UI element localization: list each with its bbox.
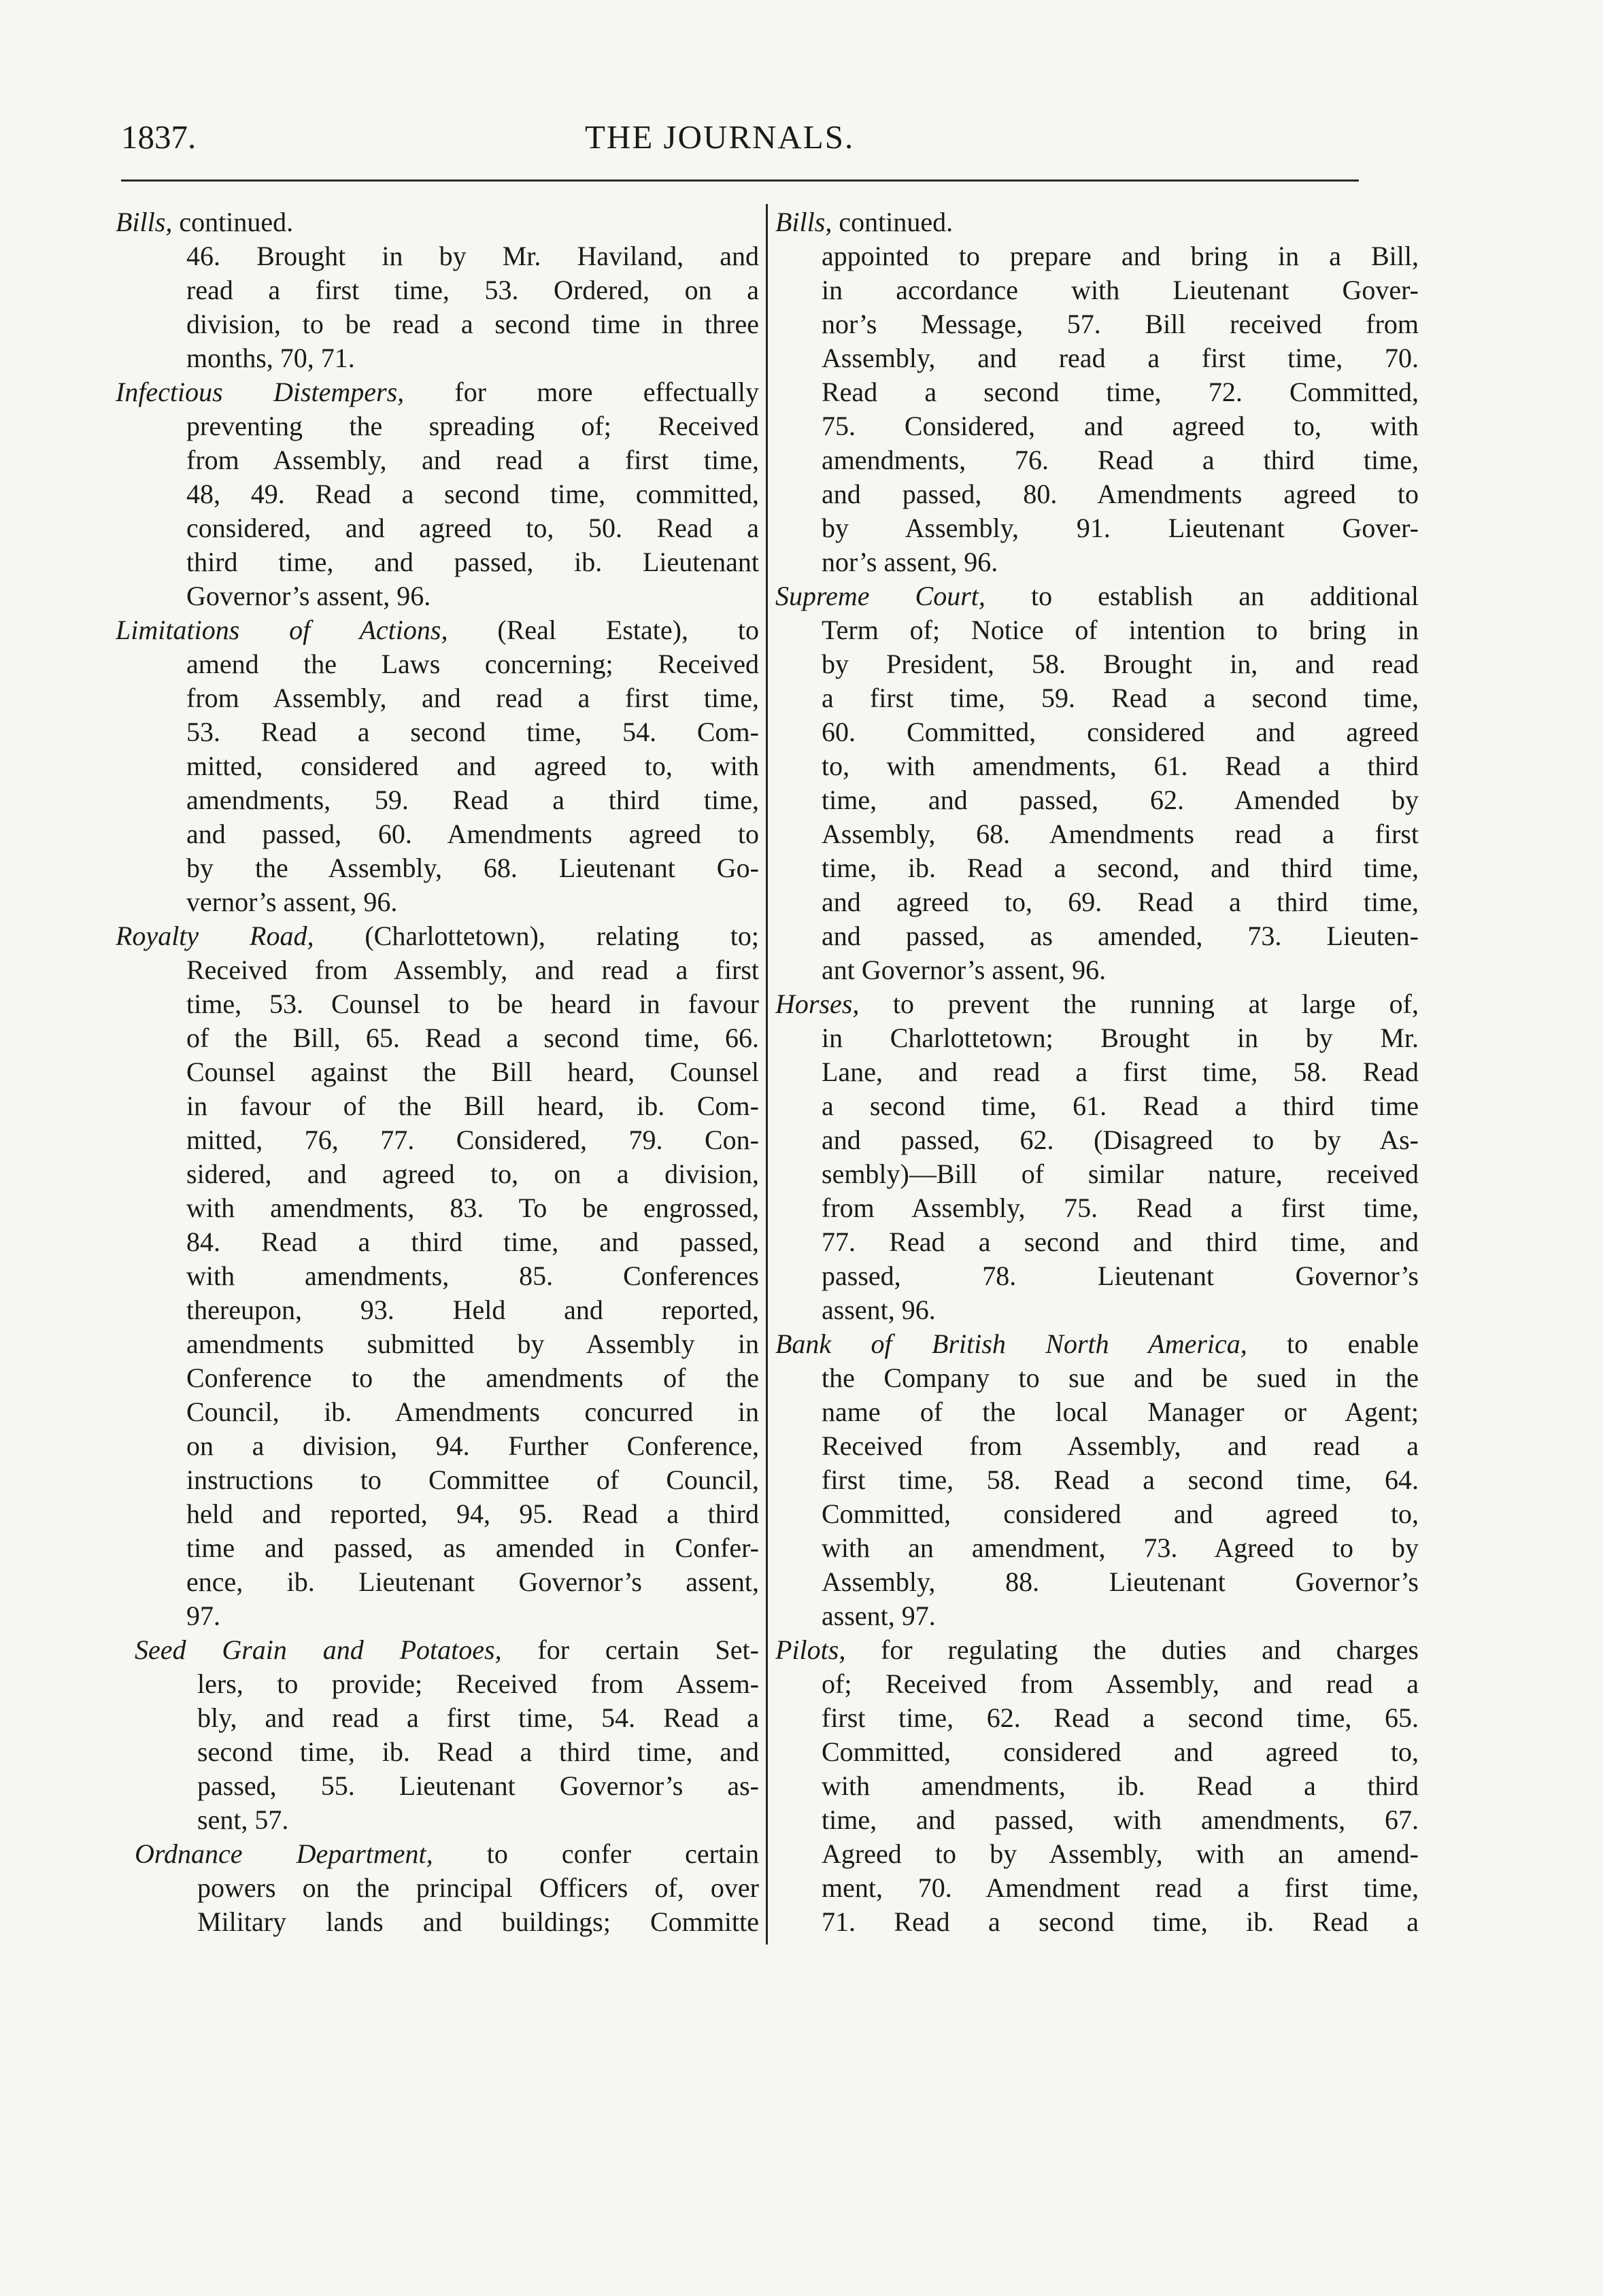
index-entry-heading xyxy=(116,1837,759,1871)
index-entry-line: time and passed, as amended in Confer- xyxy=(186,1532,759,1563)
index-entry-line: ence, ib. Lieutenant Governor’s assent, xyxy=(186,1566,759,1597)
index-entry-line: with an amendment, 73. Agreed to by xyxy=(822,1532,1419,1563)
index-entry-line: ant Governor’s assent, 96. xyxy=(822,955,1107,985)
index-entry-line: Assembly, 88. Lieutenant Governor’s xyxy=(822,1566,1419,1597)
entry-title: Pilots, xyxy=(775,1634,846,1665)
index-entry-line: with amendments, ib. Read a third xyxy=(822,1770,1419,1801)
index-entry-line: Assembly, 68. Amendments read a first xyxy=(822,819,1419,849)
index-entry-line: Council, ib. Amendments concurred in xyxy=(186,1397,759,1427)
index-entry-heading xyxy=(116,919,759,953)
index-entry-line: and passed, as amended, 73. Lieuten- xyxy=(822,921,1419,951)
index-entry-line: 48, 49. Read a second time, committed, xyxy=(186,479,759,509)
index-entry-line: ment, 70. Amendment read a first time, xyxy=(822,1872,1419,1903)
index-entry-line: instructions to Committee of Council, xyxy=(186,1464,759,1495)
index-entry-line: assent, 97. xyxy=(822,1600,936,1631)
index-entry-line: 84. Read a third time, and passed, xyxy=(186,1227,759,1257)
header-rule xyxy=(121,179,1359,182)
entry-title: Royalty Road, xyxy=(116,921,314,951)
index-entry-line: mitted, considered and agreed to, with xyxy=(186,751,759,781)
index-entry-line: third time, and passed, ib. Lieutenant xyxy=(186,547,759,577)
index-entry-heading xyxy=(775,987,1419,1021)
index-entry-line: 71. Read a second time, ib. Read a xyxy=(822,1906,1419,1937)
index-entry-line: a second time, 61. Read a third time xyxy=(822,1091,1419,1121)
index-entry-line: from Assembly, and read a first time, xyxy=(186,683,759,713)
index-entry-line: assent, 96. xyxy=(822,1295,936,1325)
index-entry-line: Term of; Notice of intention to bring in xyxy=(822,615,1419,645)
running-head: THE JOURNALS. xyxy=(585,118,855,156)
index-entry-line: 53. Read a second time, 54. Com- xyxy=(186,717,759,747)
index-entry-line: months, 70, 71. xyxy=(186,343,355,373)
index-entry-line: of; Received from Assembly, and read a xyxy=(822,1668,1419,1699)
entry-text: (Charlottetown), relating to; xyxy=(314,921,759,951)
entry-title: Horses, xyxy=(775,989,860,1019)
index-entry-heading xyxy=(116,613,759,647)
entry-text: for certain Set- xyxy=(501,1634,759,1665)
entry-text: to enable xyxy=(1247,1329,1419,1359)
index-entry-line: Agreed to by Assembly, with an amend- xyxy=(822,1838,1419,1869)
index-entry-line: and agreed to, 69. Read a third time, xyxy=(822,887,1419,917)
index-entry-line: division, to be read a second time in three xyxy=(186,309,759,339)
index-entry-heading xyxy=(775,1327,1419,1361)
index-entry-heading xyxy=(775,579,1419,613)
index-entry-line: on a division, 94. Further Conference, xyxy=(186,1430,759,1461)
entry-text: continued. xyxy=(832,207,954,237)
index-entry-heading xyxy=(775,1633,1419,1667)
column-divider xyxy=(766,204,768,1944)
index-entry-line: from Assembly, and read a first time, xyxy=(186,445,759,475)
index-entry-line: Assembly, and read a first time, 70. xyxy=(822,343,1419,373)
entry-title: Supreme Court, xyxy=(775,581,985,611)
index-entry-line: amendments submitted by Assembly in xyxy=(186,1329,759,1359)
index-entry-line: vernor’s assent, 96. xyxy=(186,887,398,917)
index-entry-line: nor’s assent, 96. xyxy=(822,547,998,577)
index-entry-line: in Charlottetown; Brought in by Mr. xyxy=(822,1023,1419,1053)
index-entry-line: mitted, 76, 77. Considered, 79. Con- xyxy=(186,1125,759,1155)
index-entry-line: and passed, 80. Amendments agreed to xyxy=(822,479,1419,509)
index-entry-line: first time, 62. Read a second time, 65. xyxy=(822,1702,1419,1733)
index-entry-line: and passed, 60. Amendments agreed to xyxy=(186,819,759,849)
entry-text: to confer certain xyxy=(433,1838,759,1869)
index-entry-line: thereupon, 93. Held and reported, xyxy=(186,1295,759,1325)
entry-title: Limitations of Actions, xyxy=(116,615,448,645)
index-entry-line: name of the local Manager or Agent; xyxy=(822,1397,1419,1427)
index-entry-line: Counsel against the Bill heard, Counsel xyxy=(186,1057,759,1087)
index-entry-line: preventing the spreading of; Received xyxy=(186,411,759,441)
entry-text: for regulating the duties and charges xyxy=(845,1634,1419,1665)
index-entry-line: time, 53. Counsel to be heard in favour xyxy=(186,989,759,1019)
index-entry-line: time, and passed, with amendments, 67. xyxy=(822,1804,1419,1835)
index-entry-line: lers, to provide; Received from Assem- xyxy=(197,1668,759,1699)
index-entry-line: Military lands and buildings; Committe xyxy=(197,1906,759,1937)
index-entry-line: from Assembly, 75. Read a first time, xyxy=(822,1193,1419,1223)
index-entry-line: by President, 58. Brought in, and read xyxy=(822,649,1419,679)
index-entry-line: appointed to prepare and bring in a Bill, xyxy=(822,241,1419,271)
index-entry-line: and passed, 62. (Disagreed to by As- xyxy=(822,1125,1419,1155)
index-entry-line: Governor’s assent, 96. xyxy=(186,581,431,611)
index-entry-line: passed, 55. Lieutenant Governor’s as- xyxy=(197,1770,759,1801)
index-entry-line: passed, 78. Lieutenant Governor’s xyxy=(822,1261,1419,1291)
entry-title: Bills, xyxy=(116,207,173,237)
index-entry-line: time, and passed, 62. Amended by xyxy=(822,785,1419,815)
entry-text: to establish an additional xyxy=(985,581,1419,611)
index-entry-line: in favour of the Bill heard, ib. Com- xyxy=(186,1091,759,1121)
left-column xyxy=(116,205,759,1939)
index-entry-line: sembly)—Bill of similar nature, received xyxy=(822,1159,1419,1189)
entry-title: Ordnance Department, xyxy=(135,1838,433,1869)
entry-text: for more effectually xyxy=(404,377,759,407)
entry-title: Bills, xyxy=(775,207,832,237)
index-entry-line: Lane, and read a first time, 58. Read xyxy=(822,1057,1419,1087)
index-entry-line: amendments, 59. Read a third time, xyxy=(186,785,759,815)
index-entry-heading xyxy=(116,375,759,409)
index-entry-line: considered, and agreed to, 50. Read a xyxy=(186,513,759,543)
index-entry-line: of the Bill, 65. Read a second time, 66. xyxy=(186,1023,759,1053)
entry-title: Bank of British North America, xyxy=(775,1329,1247,1359)
index-entry-line: 75. Considered, and agreed to, with xyxy=(822,411,1419,441)
index-entry-line: nor’s Message, 57. Bill received from xyxy=(822,309,1419,339)
entry-text: continued. xyxy=(172,207,294,237)
index-entry-line: with amendments, 83. To be engrossed, xyxy=(186,1193,759,1223)
index-entry-heading xyxy=(775,205,1419,239)
entry-text: (Real Estate), to xyxy=(448,615,759,645)
index-entry-line: by Assembly, 91. Lieutenant Gover- xyxy=(822,513,1419,543)
index-entry-line: sidered, and agreed to, on a division, xyxy=(186,1159,759,1189)
index-entry-line: 97. xyxy=(186,1600,220,1631)
index-entry-line: 60. Committed, considered and agreed xyxy=(822,717,1419,747)
index-entry-line: bly, and read a first time, 54. Read a xyxy=(197,1702,759,1733)
index-entry-line: Committed, considered and agreed to, xyxy=(822,1736,1419,1767)
index-entry-line: sent, 57. xyxy=(197,1804,289,1835)
index-entry-line: amend the Laws concerning; Received xyxy=(186,649,759,679)
index-entry-line: with amendments, 85. Conferences xyxy=(186,1261,759,1291)
index-entry-heading xyxy=(116,205,759,239)
entry-title: Infectious Distempers, xyxy=(116,377,405,407)
index-entry-line: held and reported, 94, 95. Read a third xyxy=(186,1498,759,1529)
index-entry-line: 46. Brought in by Mr. Haviland, and xyxy=(186,241,759,271)
index-entry-line: Read a second time, 72. Committed, xyxy=(822,377,1419,407)
entry-title: Seed Grain and Potatoes, xyxy=(135,1634,502,1665)
index-entry-line: a first time, 59. Read a second time, xyxy=(822,683,1419,713)
index-entry-line: powers on the principal Officers of, over xyxy=(197,1872,759,1903)
right-column xyxy=(775,205,1419,1939)
page-year: 1837. xyxy=(121,118,197,156)
index-entry-line: first time, 58. Read a second time, 64. xyxy=(822,1464,1419,1495)
index-entry-line: amendments, 76. Read a third time, xyxy=(822,445,1419,475)
index-entry-line: Conference to the amendments of the xyxy=(186,1363,759,1393)
index-entry-line: Committed, considered and agreed to, xyxy=(822,1498,1419,1529)
index-entry-line: by the Assembly, 68. Lieutenant Go- xyxy=(186,853,759,883)
index-entry-line: Received from Assembly, and read a first xyxy=(186,955,759,985)
index-entry-line: second time, ib. Read a third time, and xyxy=(197,1736,759,1767)
index-entry-line: Received from Assembly, and read a xyxy=(822,1430,1419,1461)
index-entry-line: to, with amendments, 61. Read a third xyxy=(822,751,1419,781)
index-entry-line: 77. Read a second and third time, and xyxy=(822,1227,1419,1257)
index-entry-line: read a first time, 53. Ordered, on a xyxy=(186,275,759,305)
index-entry-line: the Company to sue and be sued in the xyxy=(822,1363,1419,1393)
index-entry-line: in accordance with Lieutenant Gover- xyxy=(822,275,1419,305)
entry-text: to prevent the running at large of, xyxy=(859,989,1419,1019)
index-entry-heading xyxy=(116,1633,759,1667)
index-entry-line: time, ib. Read a second, and third time, xyxy=(822,853,1419,883)
